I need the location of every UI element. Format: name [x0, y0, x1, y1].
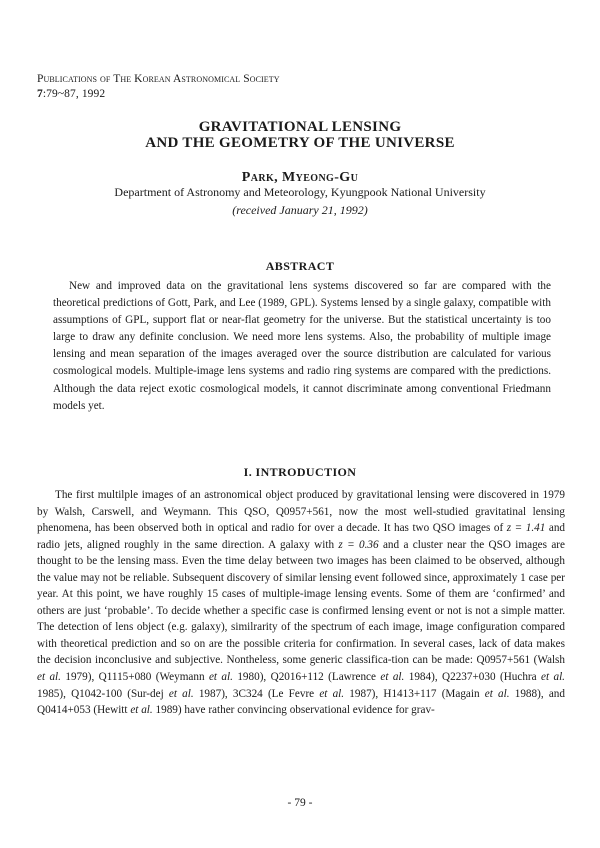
intro-ref-5: 1987), 3C324 (Le Fevre	[193, 687, 320, 700]
author-affiliation-block	[0, 183, 600, 219]
journal-pages: :79~87, 1992	[42, 88, 106, 100]
intro-ref-8: 1989) have rather convincing observational evidence for grav-	[152, 704, 435, 717]
et-al: et al.	[319, 687, 345, 700]
section-heading-introduction: I. INTRODUCTION	[243, 465, 357, 479]
intro-text-3: and a cluster near the QSO images are thought to be the lensing mass. Even the time delay between two images has been claimed to be observed, although the value may not be reliable. Subsequent discovery of similar lensing event followed since, approximately 1 case per year. At this point, we have roughly 15 cases of multiple-image lensing events. Some of them are ‘confirmed’ and others are just ‘probable’. To decide whether a specific case is confirmed lensing event or not is not a simple matter. The detection of lens object (e.g. galaxy), similrarity of the spectrum of each image, image configuration compared with theoretical prediction and so on are the possible criteria for confirmation. In several cases, lack of data makes the decision inconclusive and subjective. Nontheless, some generic classifica-tion can be made: Q0957+561 (Walsh	[37, 538, 565, 667]
redshift-qso: z = 1.41	[506, 522, 546, 535]
intro-ref-7: 1988), and Q0414+053 (Hewitt	[37, 687, 565, 717]
title-line-2: AND THE GEOMETRY OF THE UNIVERSE	[145, 135, 455, 151]
page-number: - 79 -	[287, 797, 313, 809]
journal-volume: 7	[37, 88, 43, 100]
intro-text-2: and radio jets, aligned roughly in the same direction. A galaxy with	[37, 522, 566, 551]
et-al: et al.	[208, 671, 233, 684]
abstract-text: New and improved data on the gravitational lens systems discovered so far are compared with the theoretical predictions of Gott, Park, and Lee (1989, GPL). Systems lensed by a single galaxy, compatible with assumptions of GPL, support flat or near-flat geometry for the universe. But the statistical uncertainty is too large to draw any definite conclusion. We need more lens systems. Also, the probability of multiple image lensing and mean separation of the images averaged over the source distribution are calculated for various cosmological models. Multiple-image lens systems and radio ring systems are compared with the predictions. Although the data reject exotic cosmological models, it cannot discriminate among conventional Friedmann models yet.	[53, 280, 551, 412]
journal-header	[37, 72, 280, 102]
introduction-paragraph	[37, 487, 565, 719]
paper-title	[0, 119, 600, 151]
journal-name: Publications of The Korean Astronomical Society	[37, 73, 280, 85]
affiliation: Department of Astronomy and Meteorology, Kyungpook National University	[114, 185, 486, 199]
et-al: et al.	[130, 704, 153, 717]
et-al: et al.	[541, 671, 565, 684]
title-line-1: GRAVITATIONAL LENSING	[198, 119, 402, 135]
intro-ref-6: 1987), H1413+117 (Magain	[344, 687, 485, 700]
abstract-heading: ABSTRACT	[265, 259, 335, 273]
et-al: et al.	[380, 671, 405, 684]
received-date: (received January 21, 1992)	[232, 203, 368, 217]
redshift-galaxy: z = 0.36	[338, 538, 379, 551]
author-name: Park, Myeong-Gu	[241, 170, 359, 185]
et-al: et al.	[168, 687, 194, 700]
et-al: et al.	[484, 687, 510, 700]
et-al: et al.	[37, 671, 61, 684]
intro-text-1: The first multilple images of an astronomical object produced by gravitational lensing were discovered in 1979 by Walsh, Carswell, and Weymann. This QSO, Q0957+561, now the most well-studied gravitatinal lensing phenomena, has been observed both in optical and radio for over a decade. It has two QSO images of	[37, 489, 565, 535]
intro-ref-3: 1984), Q2237+030 (Huchra	[404, 671, 542, 684]
journal-issue	[37, 87, 280, 102]
intro-ref-1: 1979), Q1115+080 (Weymann	[60, 671, 209, 684]
intro-ref-4: 1985), Q1042-100 (Sur-dej	[37, 687, 169, 700]
intro-ref-2: 1980), Q2016+112 (Lawrence	[232, 671, 381, 684]
